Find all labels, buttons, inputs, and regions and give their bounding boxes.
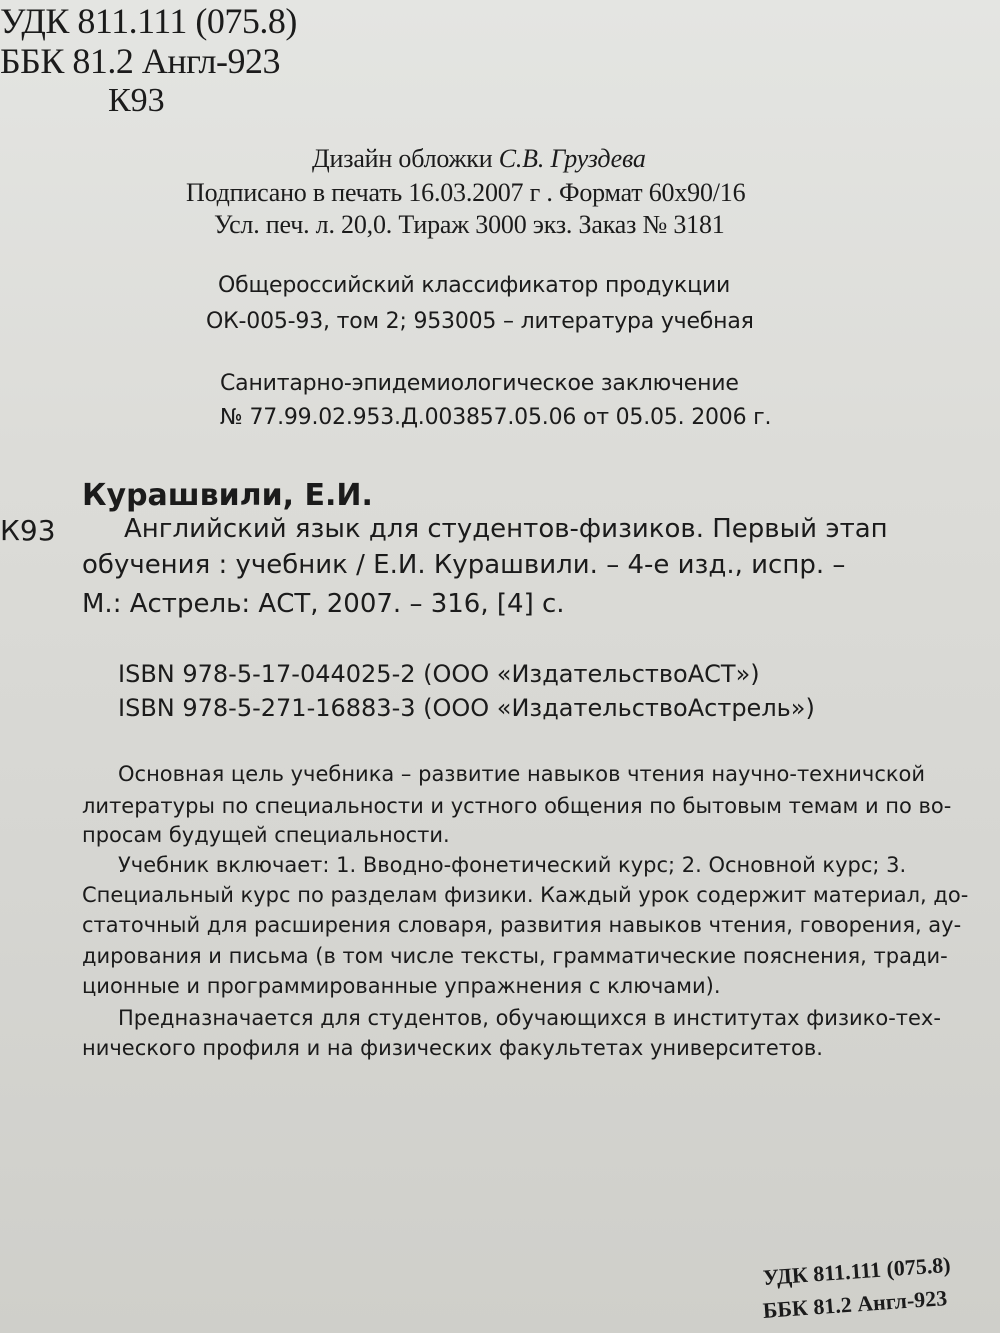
classifier-code: ОК-005-93, том 2; 953005 – литература учебная: [206, 309, 754, 334]
annotation-p3-line-1: Предназначается для студентов, обучающихся в институтах физико-тех-: [118, 1006, 941, 1030]
cover-designer: С.В. Груздева: [498, 144, 646, 173]
cover-design-prefix: Дизайн обложки: [312, 144, 499, 173]
sanitary-title: Санитарно-эпидемиологическое заключение: [220, 371, 739, 396]
bibliography-line-1: Английский язык для студентов-физиков. Первый этап: [124, 514, 888, 544]
isbn-astrel: ISBN 978-5-271-16883-3 (ООО «ИздательствоАстрель»): [118, 694, 815, 722]
bbk-code-top: ББК 81.2 Англ-923: [0, 41, 281, 81]
bbk-code-bottom: ББК 81.2 Англ-923: [762, 1285, 948, 1323]
signed-to-print-line: Подписано в печать 16.03.2007 г . Формат 60x90/16: [186, 178, 746, 207]
annotation-p2-line-1: Учебник включает: 1. Вводно-фонетический курс; 2. Основной курс; 3.: [118, 853, 907, 877]
bibliography-author: Курашвили, Е.И.: [82, 478, 373, 513]
classifier-title: Общероссийский классификатор продукции: [218, 273, 731, 298]
annotation-p1-line-3: просам будущей специальности.: [82, 823, 450, 847]
annotation-p2-line-5: ционные и программированные упражнения с ключами).: [82, 974, 721, 998]
bibliography-author-sign: К93: [0, 514, 56, 547]
udk-code-bottom: УДК 811.111 (075.8): [762, 1251, 952, 1290]
annotation-p2-line-4: дирования и письма (в том числе тексты, грамматические пояснения, тради-: [82, 944, 948, 968]
udk-code-top: УДК 811.111 (075.8): [0, 1, 297, 41]
print-sheets-line: Усл. печ. л. 20,0. Тираж 3000 экз. Заказ № 3181: [214, 210, 725, 239]
bibliography-line-2: обучения : учебник / Е.И. Курашвили. – 4-е изд., испр. –: [82, 550, 846, 580]
annotation-p1-line-2: литературы по специальности и устного общения по бытовым темам и по во-: [82, 794, 952, 818]
isbn-ast: ISBN 978-5-17-044025-2 (ООО «ИздательствоАСТ»): [118, 660, 760, 688]
cover-design-line: [312, 144, 646, 174]
sanitary-number: № 77.99.02.953.Д.003857.05.06 от 05.05. 2006 г.: [220, 405, 772, 430]
annotation-p1-line-1: Основная цель учебника – развитие навыков чтения научно-техничской: [118, 762, 926, 786]
annotation-p3-line-2: нического профиля и на физических факультетах университетов.: [82, 1036, 823, 1060]
annotation-p2-line-2: Специальный курс по разделам физики. Каждый урок содержит материал, до-: [82, 883, 969, 907]
author-sign-top: К93: [108, 82, 165, 119]
bibliography-line-3: М.: Астрель: АСТ, 2007. – 316, [4] с.: [82, 589, 565, 619]
annotation-p2-line-3: статочный для расширения словаря, развития навыков чтения, говорения, ау-: [82, 913, 962, 937]
